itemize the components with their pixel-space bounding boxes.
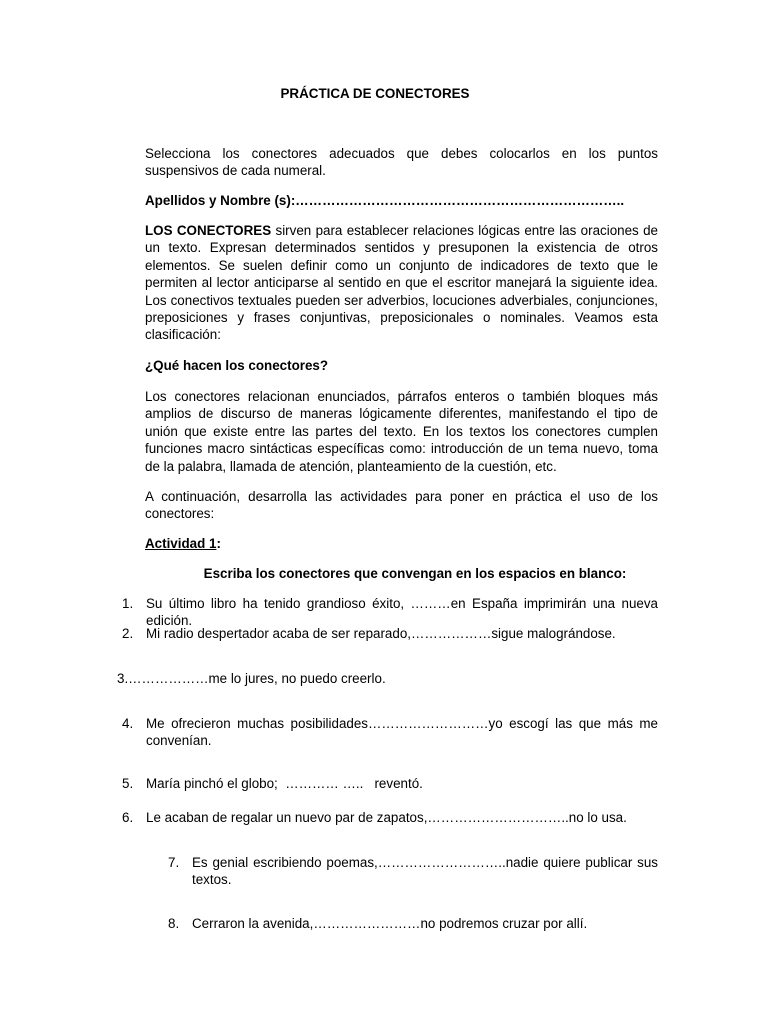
instruction-paragraph: Selecciona los conectores adecuados que debes colocarlos en los puntos suspensivos de cada numeral.	[145, 146, 658, 179]
item-text: Su último libro ha tenido grandioso éxito, ………en España imprimirán una nueva edición.	[146, 596, 658, 628]
question-paragraph: Los conectores relacionan enunciados, párrafos enteros o también bloques más amplios de discurso de maneras lógicamente diferentes, manifestando el tipo de unión que existe entre las partes del texto. En los textos los conectores cumplen funciones macro sintácticas específicas como: introducción de un tema nuevo, toma de la palabra, llamada de atención, planteamiento de la cuestión, etc.	[145, 389, 658, 474]
item-text: Me ofrecieron muchas posibilidades………………………yo escogí las que más me convenían.	[146, 716, 658, 748]
item-number: 6.	[122, 810, 134, 825]
name-line: Apellidos y Nombre (s):………………………………………………………………..	[145, 193, 625, 208]
item-text: Cerraron la avenida,……………………no podremos cruzar por allí.	[192, 916, 588, 931]
activity-label: Actividad 1:	[145, 536, 221, 551]
item-text: Le acaban de regalar un nuevo par de zapatos,…………………………..no lo usa.	[146, 810, 627, 825]
item-text: 3.………………me lo jures, no puedo creerlo.	[117, 671, 386, 686]
item-number: 1.	[122, 596, 134, 611]
item-number: 7.	[168, 855, 180, 870]
list-item	[122, 776, 658, 793]
continuation-paragraph: A continuación, desarrolla las actividades para poner en práctica el uso de los conectores:	[145, 489, 658, 522]
intro-lead: LOS CONECTORES	[145, 223, 272, 238]
activity-instruction: Escriba los conectores que convengan en los espacios en blanco:	[203, 566, 627, 581]
intro-paragraph	[145, 222, 658, 344]
item-number: 8.	[168, 916, 180, 931]
item-text: María pinchó el globo; ………… ….. reventó.	[146, 776, 423, 791]
list-item	[122, 716, 658, 749]
item-number: 5.	[122, 776, 134, 791]
item-text: Mi radio despertador acaba de ser reparado,………………sigue malográndose.	[146, 626, 616, 641]
list-item	[168, 855, 658, 888]
item-number: 2.	[122, 626, 134, 641]
list-item	[117, 671, 658, 688]
item-text: Es genial escribiendo poemas,………………………..nadie quiere publicar sus textos.	[192, 855, 658, 887]
list-item	[168, 916, 658, 933]
page-title: PRÁCTICA DE CONECTORES	[280, 86, 470, 101]
intro-text: sirven para establecer relaciones lógicas entre las oraciones de un texto. Expresan determinados sentidos y presuponen la existencia de otros elementos. Se suelen definir como un conjunto de indicadores de texto que le permiten al lector anticiparse al sentido en que el escritor manejará la siguiente idea. Los conectivos textuales pueden ser adverbios, locuciones adverbiales, conjunciones, preposiciones y frases conjuntivas, preposicionales o nominales. Veamos esta clasificación:	[145, 223, 658, 343]
question-heading: ¿Qué hacen los conectores?	[145, 358, 329, 373]
list-item	[122, 626, 658, 643]
list-item	[122, 596, 658, 629]
item-number: 4.	[122, 716, 134, 731]
list-item	[122, 810, 658, 827]
